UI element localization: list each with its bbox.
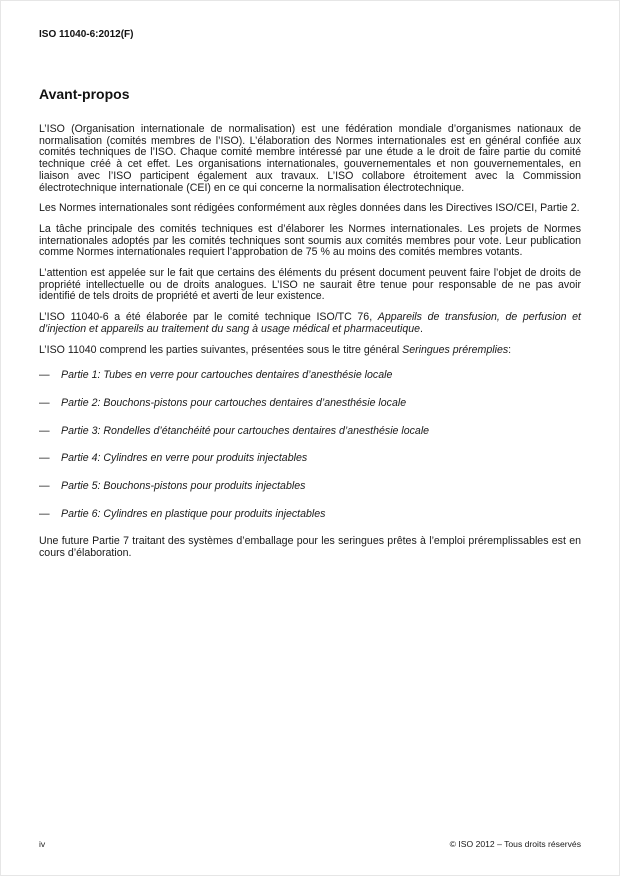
list-item-text: Partie 6: Cylindres en plastique pour produits injectables [61,507,326,520]
page-number: iv [39,839,46,849]
list-item-text: Partie 3: Rondelles d’étanchéité pour cartouches dentaires d’anesthésie locale [61,424,430,437]
paragraph-committee-credit [39,312,581,335]
series-intro-end: : [508,343,512,356]
list-item-part-3 [39,426,581,438]
list-item-part-5 [39,481,581,493]
list-dash: — [39,507,50,520]
list-item-text: Partie 4: Cylindres en verre pour produits injectables [61,452,308,465]
list-item-part-2 [39,398,581,410]
paragraph-patent-notice [39,268,581,303]
paragraph-series-intro [39,345,581,357]
section-title: Avant-propos [39,86,130,102]
list-item-text: Partie 1: Tubes en verre pour cartouches dentaires d’anesthésie locale [61,369,393,382]
paragraph-directives: Les Normes internationales sont rédigées conformément aux règles données dans les Directives ISO/CEI, Partie 2. [39,202,580,215]
list-item-part-4 [39,453,581,465]
paragraph-iso-intro: L’ISO (Organisation internationale de normalisation) est une fédération mondiale d’organismes nationaux de normalisation (comités membres de l’ISO). L’élaboration des Normes internationales est en général confiée aux comités techniques de l’ISO. Chaque comité membre intéressé par une étude a le droit de faire partie du comité technique créé à cet effet. Les organisations internationales, gouvernementales et non gouvernementales, en liaison avec l’ISO participent également aux travaux. L’ISO collabore étroitement avec la Commission électrotechnique internationale (CEI) en ce qui concerne la normalisation électrotechnique. [39,123,581,194]
document-reference: ISO 11040-6:2012(F) [39,29,134,40]
list-item-part-6 [39,509,581,521]
page-footer [39,839,581,849]
series-general-title: Seringues préremplies [402,343,509,356]
list-dash: — [39,424,50,437]
list-item-text: Partie 2: Bouchons-pistons pour cartouches dentaires d’anesthésie locale [61,396,407,409]
paragraph-committees: La tâche principale des comités techniques est d’élaborer les Normes internationales. Les projets de Normes internationales adoptés par les comités techniques sont soumis aux comités membres pour vote. Leur publication comme Normes internationales requiert l’approbation de 75 % au moins des comités membres votants. [39,222,581,259]
list-item-part-1 [39,370,581,382]
committee-name: Appareils de transfusion, de perfusion et d’injection et appareils au traitement du sang à usage médical et pharmaceutique [39,311,581,335]
series-intro-lead: L’ISO 11040 comprend les parties suivantes, présentées sous le titre général [39,343,403,356]
paragraph-patent-notice-text: L’attention est appelée sur le fait que certains des éléments du présent document peuvent faire l’objet de droits de propriété intellectuelle ou de droits analogues. L’ISO ne saurait être tenue pour responsable de ne pas avoir identifié de tels droits de propriété et averti de leur existence. [39,267,581,303]
list-dash: — [39,369,50,382]
list-dash: — [39,452,50,465]
committee-credit-end: . [420,322,423,335]
page-content [1,1,619,560]
committee-credit-lead: L’ISO 11040-6 a été élaborée par le comité technique ISO/TC 76, [39,311,378,324]
copyright-notice: © ISO 2012 – Tous droits réservés [449,839,581,849]
paragraph-future-part: Une future Partie 7 traitant des systèmes d’emballage pour les seringues prêtes à l’emploi préremplissables est en cours d’élaboration. [39,535,581,560]
list-dash: — [39,480,50,493]
list-dash: — [39,396,50,409]
parts-list [39,370,581,520]
list-item-text: Partie 5: Bouchons-pistons pour produits injectables [61,480,306,493]
